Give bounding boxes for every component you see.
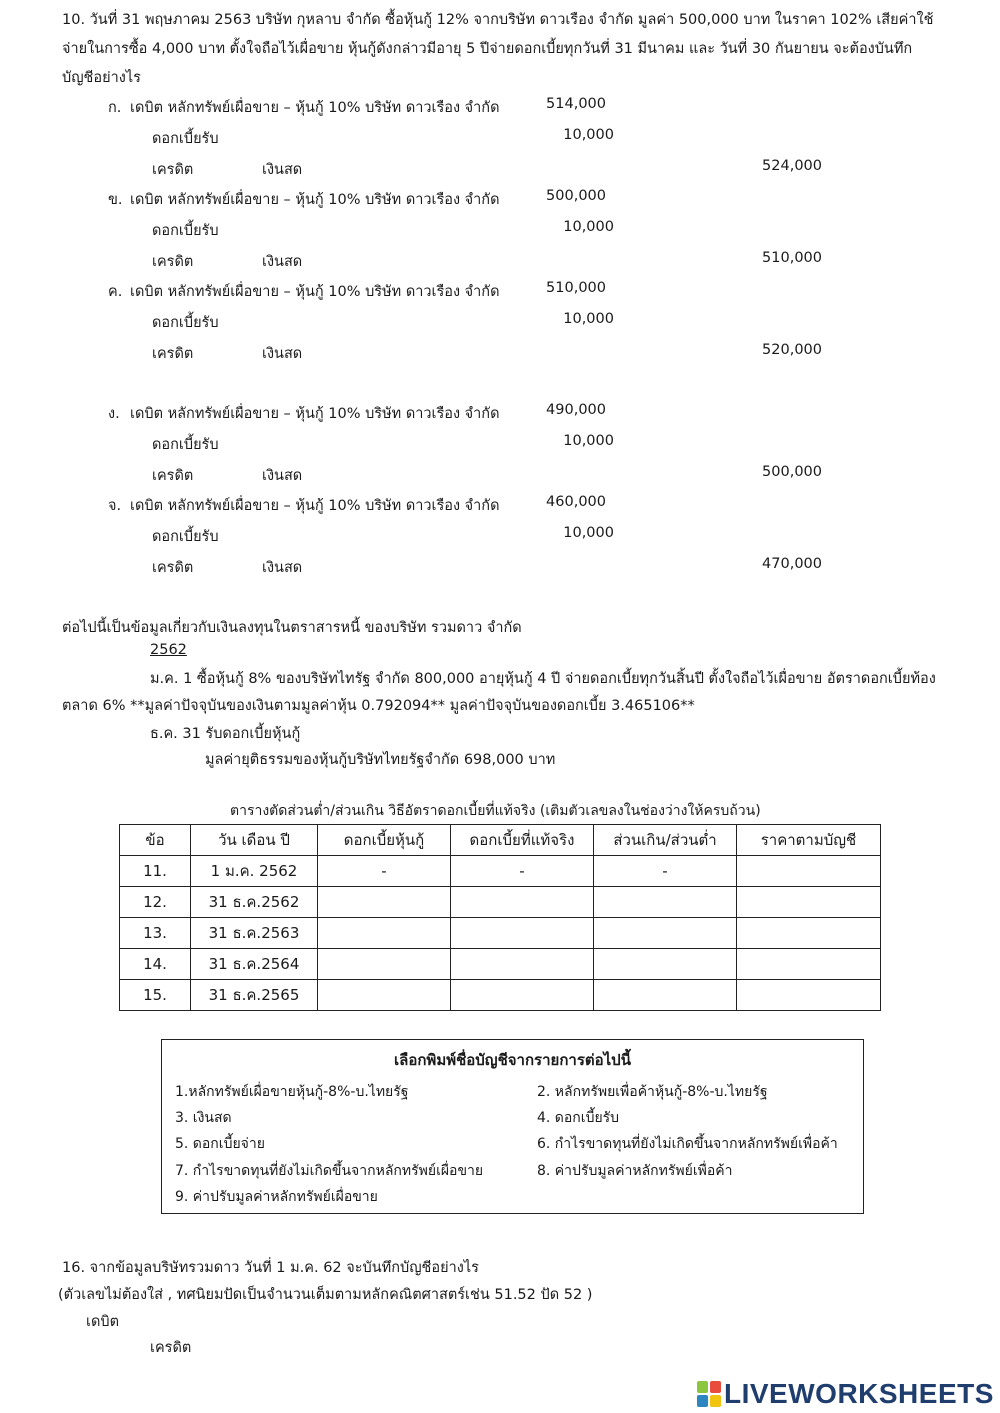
cell-no: 14.	[120, 949, 191, 980]
cell-book-value	[737, 980, 881, 1011]
liveworksheets-logo-icon	[697, 1381, 721, 1407]
option-interest-label: ดอกเบี้ยรับ	[152, 437, 219, 453]
cell-bond-interest	[318, 949, 451, 980]
info-dec-entry: ธ.ค. 31 รับดอกเบี้ยหุ้นกู้	[150, 726, 301, 742]
option-debit-amount: 500,000	[546, 188, 606, 204]
col-header-no: ข้อ	[120, 825, 191, 856]
cell-bond-interest	[318, 980, 451, 1011]
table-row	[120, 887, 881, 918]
cell-premium-discount	[594, 887, 737, 918]
cell-no: 11.	[120, 856, 191, 887]
option-debit-label: เดบิต หลักทรัพย์เผื่อขาย – หุ้นกู้ 10% บริษัท ดาวเรือง จำกัด	[130, 498, 500, 514]
table-caption: ตารางตัดส่วนต่ำ/ส่วนเกิน วิธีอัตราดอกเบี้ยที่แท้จริง (เติมตัวเลขลงในช่องว่างให้ครบถ้วน)	[230, 803, 761, 819]
cell-no: 15.	[120, 980, 191, 1011]
liveworksheets-logo-text: LIVEWORKSHEETS	[724, 1378, 994, 1409]
cell-premium-discount	[594, 918, 737, 949]
question-16-credit-label: เครดิต	[150, 1340, 192, 1356]
option-credit-account: เงินสด	[262, 346, 303, 362]
question-16-note: (ตัวเลขไม่ต้องใส่ , ทศนิยมปัดเป็นจำนวนเต็มตามหลักคณิตศาสตร์เช่น 51.52 ปัด 52 )	[58, 1287, 593, 1303]
option-credit-amount: 500,000	[762, 464, 822, 480]
choice-item-8: 8. ค่าปรับมูลค่าหลักทรัพย์เพื่อค้า	[537, 1163, 733, 1179]
option-debit-amount: 490,000	[546, 402, 606, 418]
option-credit-label: เครดิต	[152, 346, 194, 362]
cell-book-value	[737, 918, 881, 949]
cell-book-value	[737, 949, 881, 980]
info-intro: ต่อไปนี้เป็นข้อมูลเกี่ยวกับเงินลงทุนในตราสารหนี้ ของบริษัท รวมดาว จำกัด	[62, 620, 522, 636]
option-interest-amount: 10,000	[563, 127, 614, 143]
option-letter: ข.	[108, 192, 123, 208]
question-16-text: 16. จากข้อมูลบริษัทรวมดาว วันที่ 1 ม.ค. 62 จะบันทึกบัญชีอย่างไร	[62, 1260, 479, 1276]
option-credit-amount: 470,000	[762, 556, 822, 572]
option-debit-amount: 514,000	[546, 96, 606, 112]
cell-date: 31 ธ.ค.2565	[191, 980, 318, 1011]
choice-item-4: 4. ดอกเบี้ยรับ	[537, 1110, 620, 1126]
table-row	[120, 949, 881, 980]
option-credit-label: เครดิต	[152, 468, 194, 484]
col-header-bond-interest: ดอกเบี้ยหุ้นกู้	[318, 825, 451, 856]
cell-date: 31 ธ.ค.2564	[191, 949, 318, 980]
option-credit-label: เครดิต	[152, 254, 194, 270]
option-credit-account: เงินสด	[262, 468, 303, 484]
choice-item-1: 1.หลักทรัพย์เผื่อขายหุ้นกู้-8%-บ.ไทยรัฐ	[175, 1084, 409, 1100]
cell-date: 1 ม.ค. 2562	[191, 856, 318, 887]
option-interest-amount: 10,000	[563, 525, 614, 541]
option-debit-amount: 460,000	[546, 494, 606, 510]
cell-effective-interest	[451, 918, 594, 949]
option-credit-account: เงินสด	[262, 254, 303, 270]
option-credit-account: เงินสด	[262, 162, 303, 178]
choice-item-6: 6. กำไรขาดทุนที่ยังไม่เกิดขึ้นจากหลักทรัพย์เพื่อค้า	[537, 1136, 838, 1152]
cell-book-value	[737, 856, 881, 887]
option-interest-label: ดอกเบี้ยรับ	[152, 529, 219, 545]
cell-effective-interest: -	[451, 856, 594, 887]
choice-item-5: 5. ดอกเบี้ยจ่าย	[175, 1136, 265, 1152]
col-header-premium-discount: ส่วนเกิน/ส่วนต่ำ	[594, 825, 737, 856]
option-letter: ค.	[108, 284, 123, 300]
option-letter: ก.	[108, 100, 122, 116]
option-credit-amount: 520,000	[762, 342, 822, 358]
col-header-effective-interest: ดอกเบี้ยที่แท้จริง	[451, 825, 594, 856]
option-interest-label: ดอกเบี้ยรับ	[152, 315, 219, 331]
cell-effective-interest	[451, 887, 594, 918]
table-header-row	[120, 825, 881, 856]
option-interest-label: ดอกเบี้ยรับ	[152, 131, 219, 147]
info-jan-entry: ม.ค. 1 ซื้อหุ้นกู้ 8% ของบริษัทไทรัฐ จำกัด 800,000 อายุหุ้นกู้ 4 ปี จ่ายดอกเบี้ยทุกวันสิ้นปี ตั้งใจถือไว้เผื่อขาย อัตราดอกเบี้ยท้องตลาด 6% **มูลค่าปัจจุบันของเงินตามมูลค่าหุ้น 0.792094** มูลค่าปัจจุบันของดอกเบี้ย 3.465106**	[62, 671, 936, 714]
option-credit-amount: 510,000	[762, 250, 822, 266]
table-row	[120, 918, 881, 949]
liveworksheets-logo	[697, 1378, 994, 1410]
cell-premium-discount	[594, 980, 737, 1011]
choices-title: เลือกพิมพ์ชื่อบัญชีจากรายการต่อไปนี้	[394, 1051, 631, 1069]
cell-bond-interest: -	[318, 856, 451, 887]
choice-item-7: 7. กำไรขาดทุนที่ยังไม่เกิดขึ้นจากหลักทรัพย์เผื่อขาย	[175, 1163, 484, 1179]
option-credit-amount: 524,000	[762, 158, 822, 174]
info-fair-value: มูลค่ายุติธรรมของหุ้นกู้บริษัทไทยรัฐจำกัด 698,000 บาท	[205, 752, 556, 768]
option-credit-label: เครดิต	[152, 162, 194, 178]
option-interest-label: ดอกเบี้ยรับ	[152, 223, 219, 239]
option-interest-amount: 10,000	[563, 219, 614, 235]
cell-bond-interest	[318, 887, 451, 918]
cell-premium-discount	[594, 949, 737, 980]
option-credit-label: เครดิต	[152, 560, 194, 576]
account-choices-box	[161, 1039, 864, 1214]
question-16-debit-label: เดบิต	[86, 1314, 119, 1330]
cell-premium-discount: -	[594, 856, 737, 887]
option-debit-label: เดบิต หลักทรัพย์เผื่อขาย – หุ้นกู้ 10% บริษัท ดาวเรือง จำกัด	[130, 284, 500, 300]
table-row	[120, 980, 881, 1011]
option-letter: จ.	[108, 498, 122, 514]
cell-effective-interest	[451, 980, 594, 1011]
col-header-book-value: ราคาตามบัญชี	[737, 825, 881, 856]
amortization-table	[119, 824, 881, 1011]
option-debit-label: เดบิต หลักทรัพย์เผื่อขาย – หุ้นกู้ 10% บริษัท ดาวเรือง จำกัด	[130, 100, 500, 116]
option-debit-amount: 510,000	[546, 280, 606, 296]
option-debit-label: เดบิต หลักทรัพย์เผื่อขาย – หุ้นกู้ 10% บริษัท ดาวเรือง จำกัด	[130, 192, 500, 208]
info-year: 2562	[150, 642, 187, 658]
cell-no: 12.	[120, 887, 191, 918]
option-letter: ง.	[108, 406, 120, 422]
option-credit-account: เงินสด	[262, 560, 303, 576]
question-10-text: 10. วันที่ 31 พฤษภาคม 2563 บริษัท กุหลาบ จำกัด ซื้อหุ้นกู้ 12% จากบริษัท ดาวเรือง จำกัด มูลค่า 500,000 บาท ในราคา 102% เสียค่าใช้จ่ายในการซื้อ 4,000 บาท ตั้งใจถือไว้เผื่อขาย หุ้นกู้ดังกล่าวมีอายุ 5 ปีจ่ายดอกเบี้ยทุกวันที่ 31 มีนาคม และ วันที่ 30 กันยายน จะต้องบันทึกบัญชีอย่างไร	[62, 12, 934, 86]
cell-date: 31 ธ.ค.2562	[191, 887, 318, 918]
option-interest-amount: 10,000	[563, 311, 614, 327]
choice-item-9: 9. ค่าปรับมูลค่าหลักทรัพย์เผื่อขาย	[175, 1189, 378, 1205]
cell-date: 31 ธ.ค.2563	[191, 918, 318, 949]
table-row	[120, 856, 881, 887]
option-interest-amount: 10,000	[563, 433, 614, 449]
cell-book-value	[737, 887, 881, 918]
choice-item-3: 3. เงินสด	[175, 1110, 232, 1126]
cell-no: 13.	[120, 918, 191, 949]
col-header-date: วัน เดือน ปี	[191, 825, 318, 856]
cell-bond-interest	[318, 918, 451, 949]
option-debit-label: เดบิต หลักทรัพย์เผื่อขาย – หุ้นกู้ 10% บริษัท ดาวเรือง จำกัด	[130, 406, 500, 422]
cell-effective-interest	[451, 949, 594, 980]
choice-item-2: 2. หลักทรัพยเพื่อค้าหุ้นกู้-8%-บ.ไทยรัฐ	[537, 1084, 768, 1100]
